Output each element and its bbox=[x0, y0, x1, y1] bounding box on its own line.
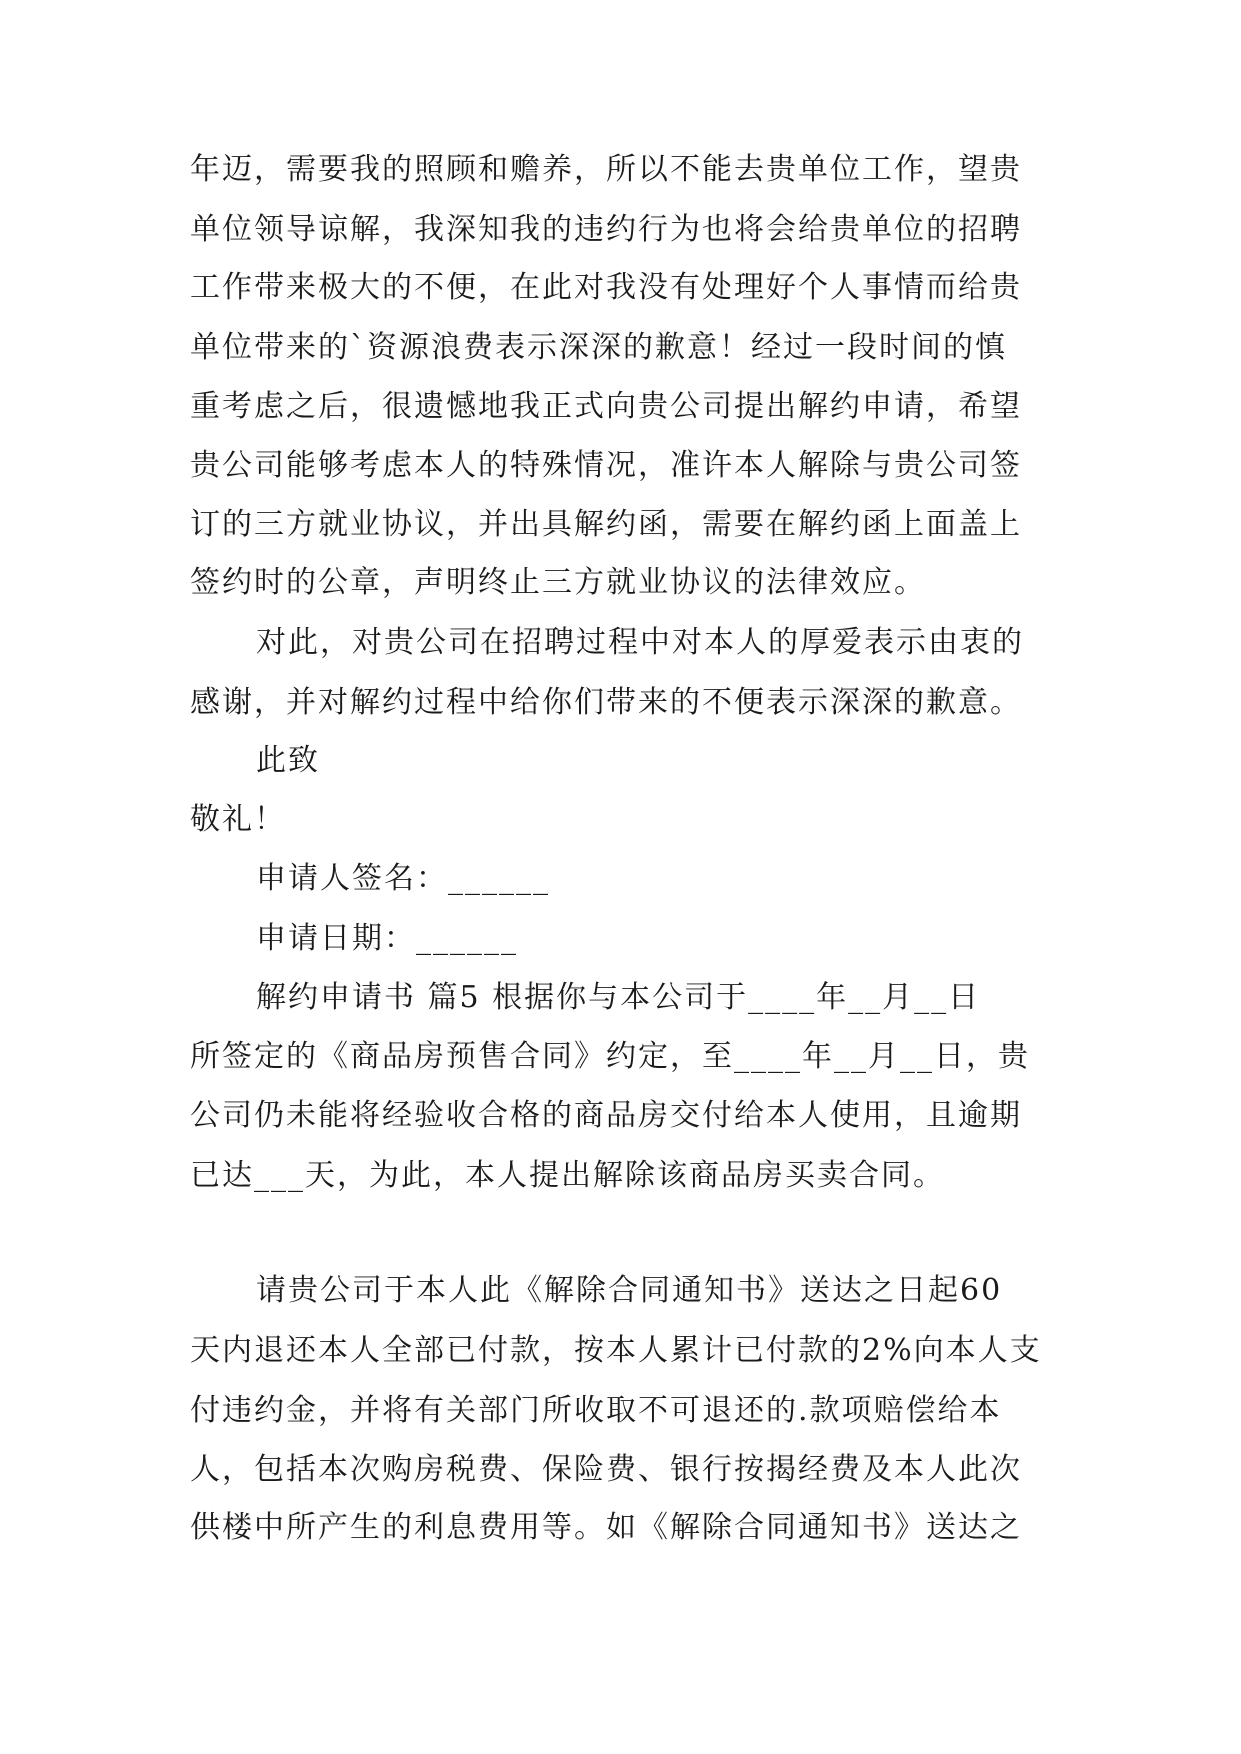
text-line: 单位领导谅解，我深知我的违约行为也将会给贵单位的招聘 bbox=[190, 212, 1022, 247]
text-line: 贵公司能够考虑本人的特殊情况，准许本人解除与贵公司签 bbox=[190, 448, 1022, 483]
text-line: 供楼中所产生的利息费用等。如《解除合同通知书》送达之 bbox=[190, 1510, 1022, 1545]
text-line: 已达___天，为此，本人提出解除该商品房买卖合同。 bbox=[190, 1158, 945, 1193]
text-line: 感谢，并对解约过程中给你们带来的不便表示深深的歉意。 bbox=[190, 685, 1022, 720]
application-date-line: 申请日期：______ bbox=[256, 921, 518, 956]
text-line: 天内退还本人全部已付款，按本人累计已付款的2%向本人支 bbox=[190, 1333, 1042, 1368]
text-line: 请贵公司于本人此《解除合同通知书》送达之日起60 bbox=[256, 1273, 1003, 1308]
text-line: 重考虑之后，很遗憾地我正式向贵公司提出解约申请，希望 bbox=[190, 389, 1022, 424]
section-heading-line: 解约申请书 篇5 根据你与本公司于____年__月__日 bbox=[256, 980, 981, 1015]
text-line: 对此，对贵公司在招聘过程中对本人的厚爱表示由衷的 bbox=[256, 625, 1024, 660]
text-line: 单位带来的`资源浪费表示深深的歉意！经过一段时间的慎 bbox=[190, 330, 1007, 365]
text-line: 签约时的公章，声明终止三方就业协议的法律效应。 bbox=[190, 565, 926, 600]
text-line: 所签定的《商品房预售合同》约定，至____年__月__日，贵 bbox=[190, 1039, 1030, 1074]
text-line: 人，包括本次购房税费、保险费、银行按揭经费及本人此次 bbox=[190, 1452, 1022, 1487]
applicant-signature-line: 申请人签名：______ bbox=[256, 861, 550, 896]
text-line: 付违约金，并将有关部门所收取不可退还的.款项赔偿给本 bbox=[190, 1393, 1002, 1428]
text-line: 公司仍未能将经验收合格的商品房交付给本人使用，且逾期 bbox=[190, 1098, 1022, 1133]
text-line: 工作带来极大的不便，在此对我没有处理好个人事情而给贵 bbox=[190, 270, 1022, 305]
closing-salutation: 此致 bbox=[256, 743, 320, 778]
text-line: 订的三方就业协议，并出具解约函，需要在解约函上面盖上 bbox=[190, 507, 1022, 542]
closing-regards: 敬礼！ bbox=[190, 802, 286, 837]
text-line: 年迈，需要我的照顾和赡养，所以不能去贵单位工作，望贵 bbox=[190, 152, 1022, 187]
